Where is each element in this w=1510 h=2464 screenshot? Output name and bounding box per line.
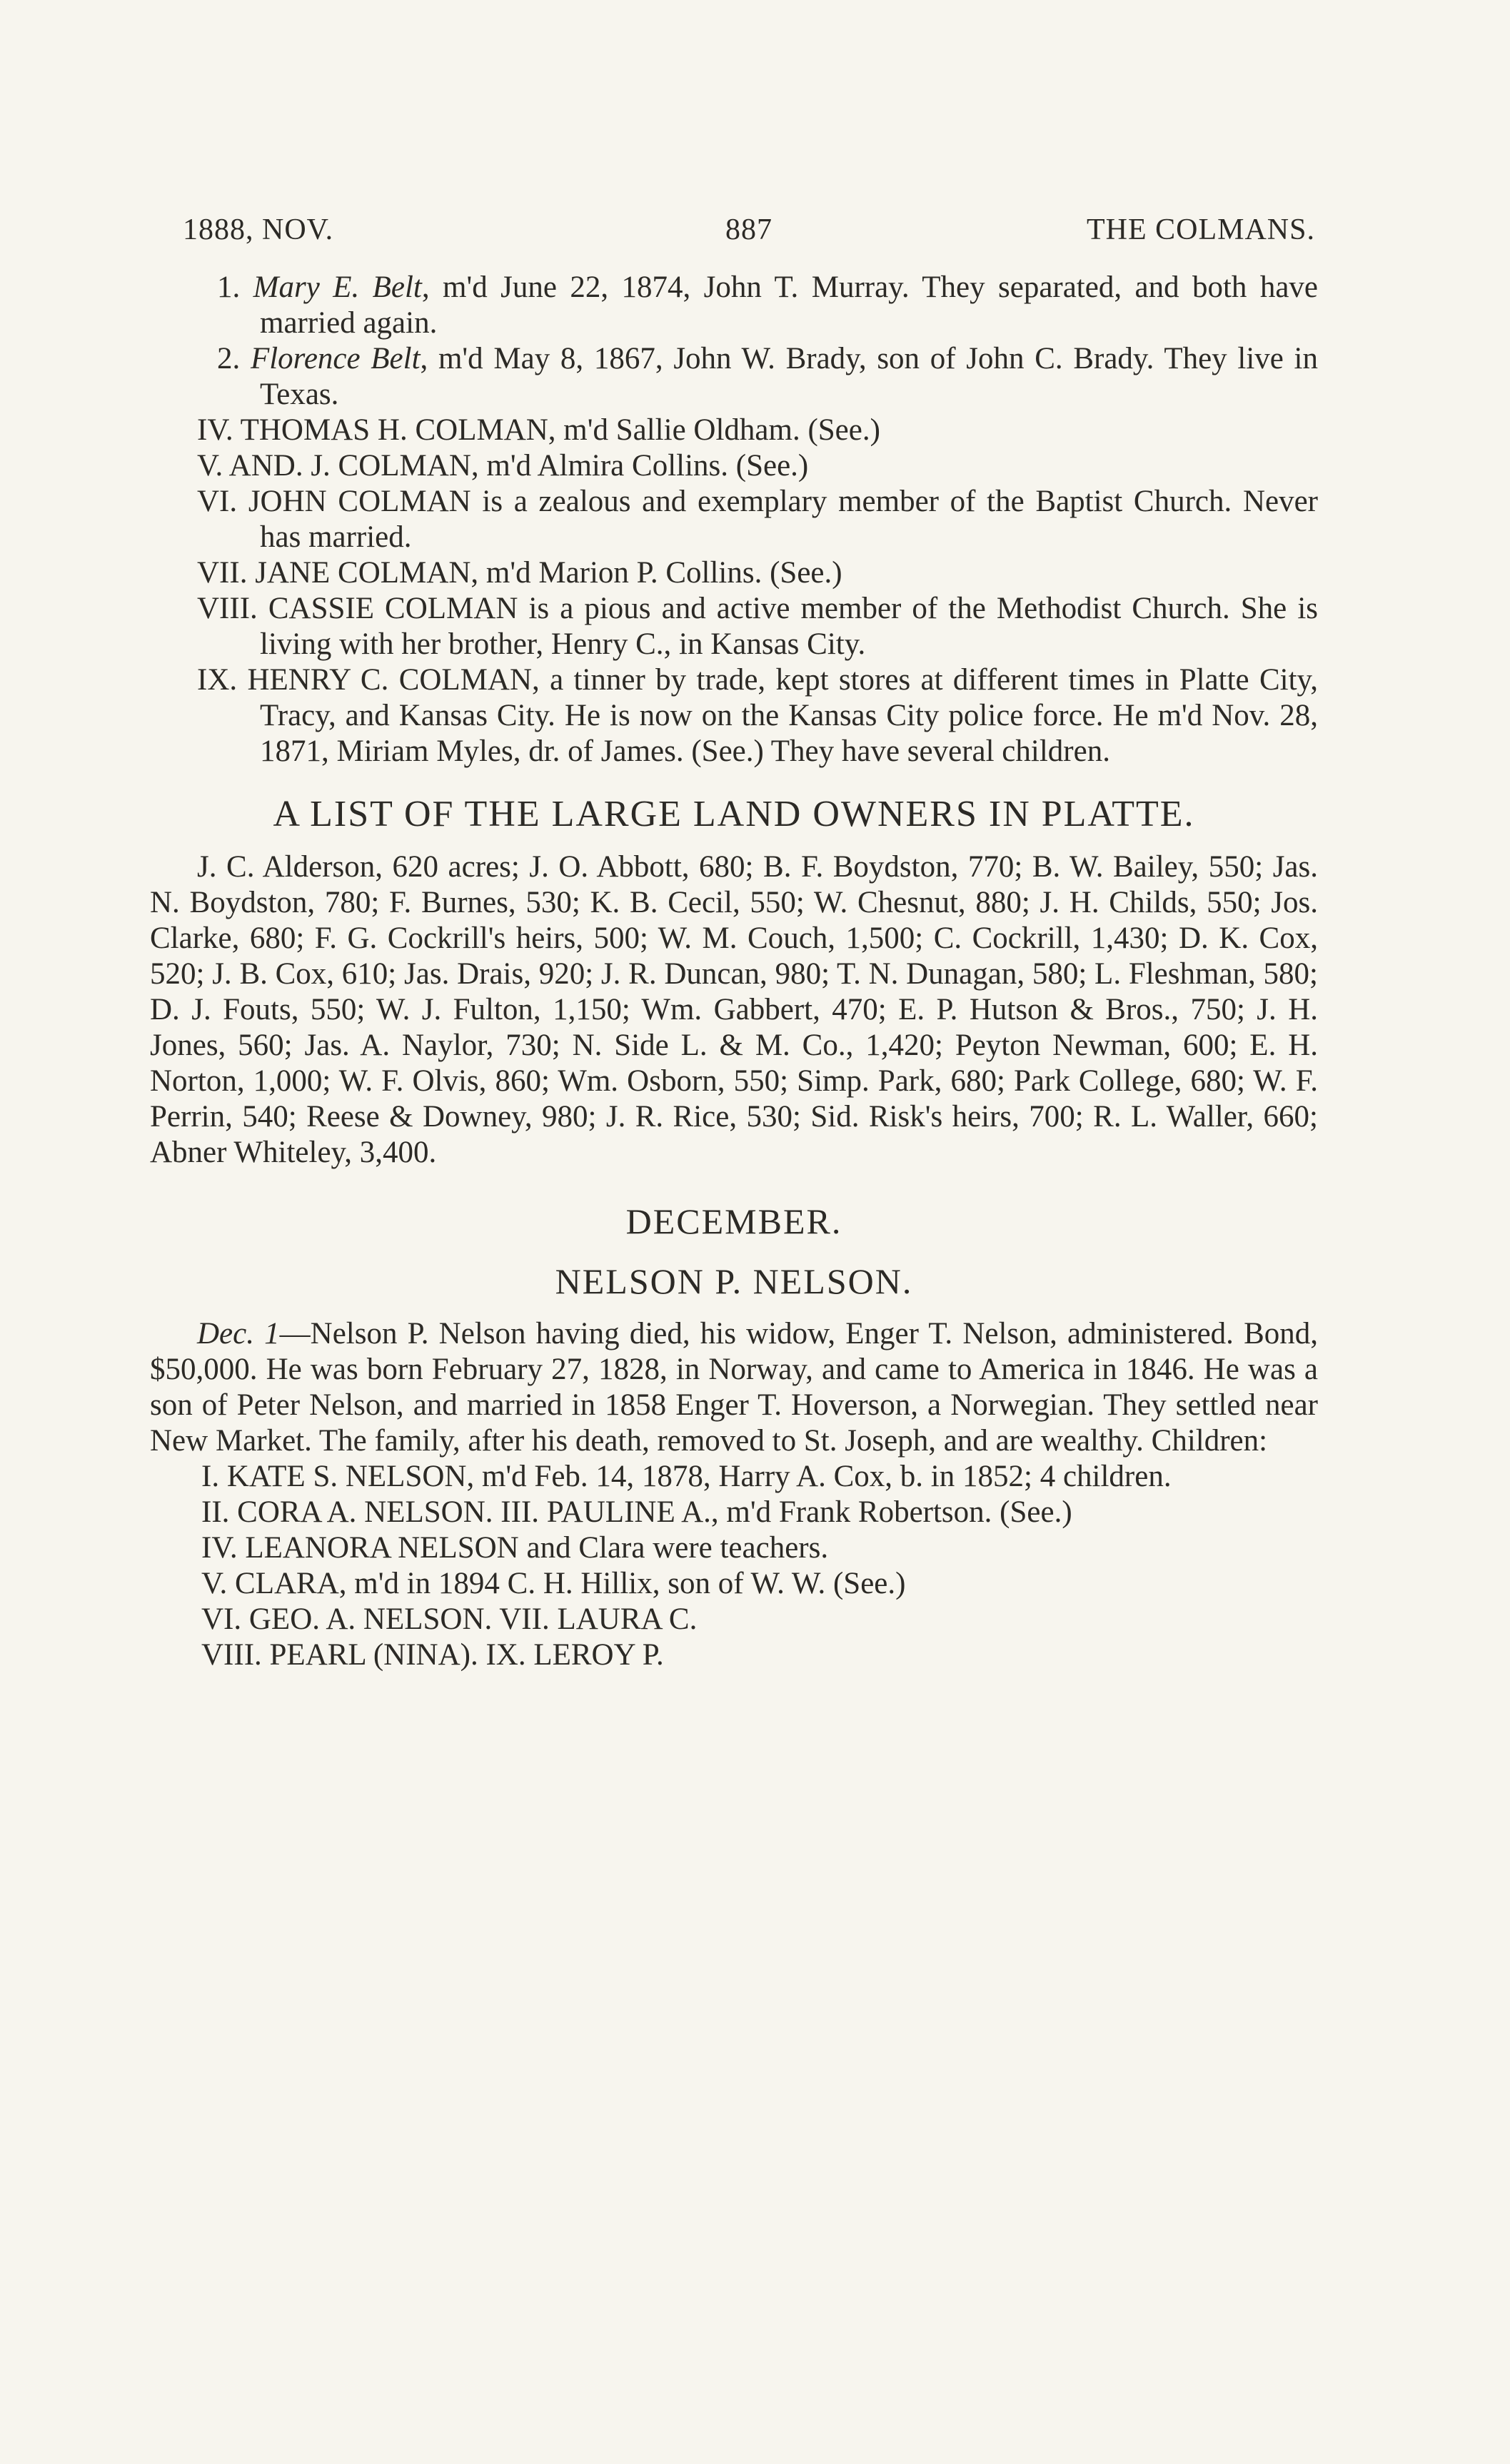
- nelson-child-v: V. CLARA, m'd in 1894 C. H. Hillix, son of W. W. (See.): [201, 1567, 906, 1600]
- colman-entry-vii: VII. JANE COLMAN, m'd Marion P. Collins. (See.): [197, 556, 842, 590]
- header-date: 1888, NOV.: [183, 213, 334, 246]
- nelson-child-ii-iii: II. CORA A. NELSON. III. PAULINE A., m'd Frank Robertson. (See.): [201, 1495, 1072, 1529]
- nelson-child-viii-ix: VIII. PEARL (NINA). IX. LEROY P.: [201, 1638, 664, 1672]
- land-owners-heading: A LIST OF THE LARGE LAND OWNERS IN PLATTE.: [273, 794, 1195, 834]
- colman-entry-iv: IV. THOMAS H. COLMAN, m'd Sallie Oldham. (See.): [197, 413, 880, 447]
- nelson-paragraph: Dec. 1—Nelson P. Nelson having died, his widow, Enger T. Nelson, administered. Bond, $50,000. He was born February 27, 1828, in Norway, and came to America in 1846. He was a son of Peter Nelson, and married in 1858 Enger T. Hoverson, a Norwegian. They settled near New Market. The family, after his death, removed to St. Joseph, and are wealthy. Children:: [150, 1317, 1318, 1458]
- land-owners-list: J. C. Alderson, 620 acres; J. O. Abbott, 680; B. F. Boydston, 770; B. W. Bailey, 550; Jas. N. Boydston, 780; F. Burnes, 530; K. B. Cecil, 550; W. Chesnut, 880; J. H. Childs, 550; Jos. Clarke, 680; F. G. Cockrill's heirs, 500; W. M. Couch, 1,500; C. Cockrill, 1,430; D. K. Cox, 520; J. B. Cox, 610; Jas. Drais, 920; J. R. Duncan, 980; T. N. Dunagan, 580; L. Fleshman, 580; D. J. Fouts, 550; W. J. Fulton, 1,150; Wm. Gabbert, 470; E. P. Hutson & Bros., 750; J. H. Jones, 560; Jas. A. Naylor, 730; N. Side L. & M. Co., 1,420; Peyton Newman, 600; E. H. Norton, 1,000; W. F. Olvis, 860; Wm. Osborn, 550; Simp. Park, 680; Park College, 680; W. F. Perrin, 540; Reese & Downey, 980; J. R. Rice, 530; Sid. Risk's heirs, 700; R. L. Waller, 660; Abner Whiteley, 3,400.: [150, 850, 1318, 1169]
- entry-date: Dec. 1: [197, 1317, 280, 1350]
- page-number: 887: [725, 213, 772, 246]
- page-content: [150, 270, 1318, 1673]
- child-name: Florence Belt: [250, 342, 421, 375]
- colman-entry-ix: IX. HENRY C. COLMAN, a tinner by trade, kept stores at different times in Platte City, Tracy, and Kansas City. He is now on the Kansas City police force. He m'd Nov. 28, 1871, Miriam Myles, dr. of James. (See.) They have several children.: [197, 663, 1319, 768]
- colman-entry-v: V. AND. J. COLMAN, m'd Almira Collins. (See.): [197, 449, 809, 483]
- running-header: [183, 213, 1315, 256]
- colman-entry-viii: VIII. CASSIE COLMAN is a pious and active member of the Methodist Church. She is living with her brother, Henry C., in Kansas City.: [197, 592, 1319, 661]
- colman-entry-vi: VI. JOHN COLMAN is a zealous and exemplary member of the Baptist Church. Never has married.: [197, 485, 1318, 554]
- colman-child-1: 1. Mary E. Belt, m'd June 22, 1874, John T. Murray. They separated, and both have married again.: [217, 271, 1318, 340]
- nelson-child-iv: IV. LEANORA NELSON and Clara were teachers.: [201, 1531, 829, 1565]
- nelson-child-vi-vii: VI. GEO. A. NELSON. VII. LAURA C.: [201, 1602, 698, 1636]
- child-name: Mary E. Belt: [253, 271, 422, 304]
- colman-child-2: 2. Florence Belt, m'd May 8, 1867, John W. Brady, son of John C. Brady. They live in Texas.: [217, 342, 1319, 411]
- nelson-child-i: I. KATE S. NELSON, m'd Feb. 14, 1878, Harry A. Cox, b. in 1852; 4 children.: [201, 1460, 1172, 1493]
- nelson-heading: NELSON P. NELSON.: [555, 1261, 913, 1301]
- header-title: THE COLMANS.: [1086, 213, 1315, 246]
- month-heading: DECEMBER.: [625, 1201, 842, 1241]
